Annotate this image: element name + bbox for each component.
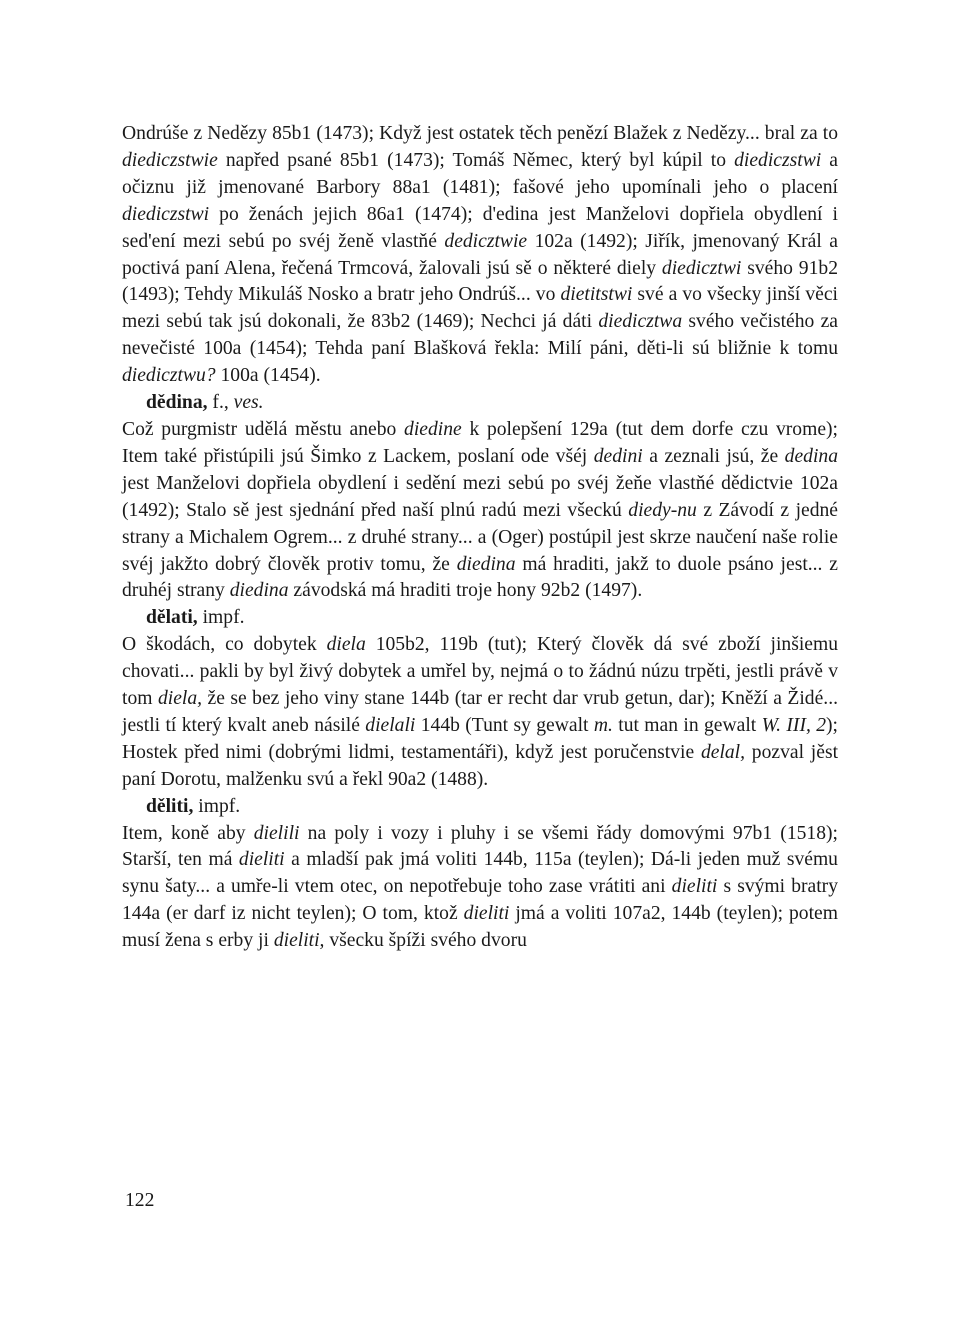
- dictionary-headword-line: [122, 605, 838, 632]
- citation-text: 144b (Tunt sy gewalt: [415, 714, 594, 736]
- dictionary-headword-line: [122, 390, 838, 417]
- page-number: 122: [125, 1190, 155, 1211]
- italic-word-form: dietitstwi: [560, 284, 633, 306]
- grammar-label: f.,: [207, 392, 234, 414]
- citation-text: 105b2, 119b (tut); Který člověk dá své zboží jinšiemu chovati... pakli by byl živý dobytek a umřel by, nejmá o to žádnú núzu trpěti, jestli právě v tom: [122, 634, 838, 710]
- italic-word-form: dielili: [253, 822, 300, 844]
- citation-text: a zeznali jsú, že: [642, 445, 785, 467]
- italic-word-form: diedine: [404, 418, 462, 440]
- italic-word-form: diedicztwi: [661, 257, 742, 279]
- citation-text: Item, koně aby: [122, 822, 254, 844]
- citation-text: a očiznu již jmenované Barbory 88a1 (1481); fašové jeho upomínali jeho o placení: [122, 149, 838, 198]
- italic-word-form: dedicztwie: [444, 230, 528, 252]
- citation-text: k polepšení 129a (tut dem dorfe czu vrome); Item také přistúpili jsú Šimko z Lackem, poslaní ode všéj: [122, 418, 838, 467]
- citation-text: ); Hostek před nimi (dobrými lidmi, testamentáři), když jest poručenstvie: [122, 714, 838, 763]
- italic-word-form: diela: [326, 634, 366, 656]
- grammar-label: impf.: [197, 607, 245, 629]
- citation-text: všecku špíži svého dvoru: [324, 930, 527, 952]
- citation-text: 100a (1454).: [215, 365, 321, 387]
- dictionary-page-body: [122, 121, 838, 955]
- citation-text: že se bez jeho viny stane 144b (tar er recht dar vrub getun, dar); Kněží a Židé... jestli tí který kvalt aneb násilé: [122, 688, 838, 736]
- italic-word-form: diediczstwi: [122, 203, 210, 225]
- citation-text: má hraditi, jakž to duole psáno jest... z druhéj strany: [122, 553, 839, 602]
- italic-word-form: diela,: [157, 688, 203, 710]
- italic-word-form: diedicztwa: [598, 311, 683, 333]
- citation-text: s svými bratry 144a (er darf iz nicht teylen); O tom, ktož: [122, 876, 838, 925]
- citation-text: napřed psané 85b1 (1473); Tomáš Němec, který byl kúpil to: [217, 149, 735, 171]
- citation-text: jmá a voliti 107a2, 144b (teylen); potem musí žena s erby ji: [122, 903, 838, 952]
- headword: děliti,: [146, 795, 194, 817]
- citation-text: z Závodí z jedné strany a Michalem Ogrem... z druhé strany... a (Oger) postúpil jest skrze naučení naše rolie svéj jakžto dobrý člověk protiv tomu, že: [122, 499, 838, 575]
- headword: dělati,: [146, 607, 198, 629]
- italic-word-form: W. III, 2: [761, 714, 827, 736]
- citation-text: O škodách, co dobytek: [122, 634, 327, 656]
- italic-word-form: dedina: [784, 445, 838, 467]
- gloss: ves.: [233, 392, 264, 414]
- citation-text: své a vo všecky jinší věci mezi sebú tak jsú dokonali, že 83b2 (1469); Nechci já dáti: [122, 284, 838, 333]
- italic-word-form: dieliti,: [273, 930, 325, 952]
- italic-word-form: diediczstwie: [122, 149, 218, 171]
- italic-word-form: dielali: [365, 714, 416, 736]
- italic-word-form: diedy-nu: [628, 499, 697, 521]
- italic-word-form: delal,: [700, 741, 746, 763]
- citation-text: svého večistého za nevečisté 100a (1454); Tehda paní Blašková řekla: Milí páni, děti-li sú bližnie k tomu: [122, 311, 838, 360]
- citation-text: na poly i vozy i pluhy i se všemi řády domovými 97b1 (1518); Starší, ten má: [122, 822, 838, 871]
- citation-text: závodská má hraditi troje hony 92b2 (1497).: [288, 580, 643, 602]
- citation-paragraph: [122, 417, 838, 605]
- italic-word-form: dedini: [593, 445, 643, 467]
- italic-word-form: dieliti: [671, 876, 718, 898]
- italic-word-form: dieliti: [238, 849, 285, 871]
- italic-word-form: diedicztwu?: [122, 365, 216, 387]
- citation-text: tut man in gewalt: [612, 714, 762, 736]
- citation-text: 102a (1492); Jiřík, jmenovaný Král a poctivá paní Alena, řečená Trmcová, žalovali jsú sě o některé diely: [122, 230, 838, 279]
- italic-word-form: diedina: [229, 580, 289, 602]
- italic-word-form: diedina: [456, 553, 516, 575]
- citation-paragraph: [122, 121, 838, 390]
- citation-paragraph: [122, 632, 838, 793]
- citation-text: Což purgmistr udělá městu anebo: [122, 418, 405, 440]
- italic-word-form: diediczstwi: [734, 149, 822, 171]
- citation-text: jest Manželovi dopřiela obydlení i sedění mezi sebú po svéj žeňe vlastňé dědictvie 102a (1492); Stalo sě jest sjednání před naší plnú radú mezi všeckú: [122, 472, 838, 521]
- citation-text: pozval jěst paní Dorotu, malženku svú a řekl 90a2 (1488).: [122, 741, 839, 790]
- italic-word-form: m.: [593, 714, 613, 736]
- citation-text: Ondrúše z Nedězy 85b1 (1473); Když jest ostatek těch penězí Blažek z Nedězy... bral za to: [122, 123, 838, 144]
- dictionary-headword-line: [122, 794, 838, 821]
- citation-text: a mladší pak jmá voliti 144b, 115a (teylen); Dá-li jeden muž svému synu šaty... a umře-li vtem otec, on nepotřebuje toho zase vrátiti ani: [122, 849, 838, 898]
- citation-text: po ženách jejich 86a1 (1474); d'edina jest Manželovi dopřiela obydlení i sed'ení mezi sebú po svéj ženě vlastňé: [122, 203, 838, 252]
- citation-paragraph: [122, 821, 838, 956]
- italic-word-form: dieliti: [463, 903, 510, 925]
- grammar-label: impf.: [193, 795, 241, 817]
- headword: dědina,: [146, 392, 208, 414]
- citation-text: svého 91b2 (1493); Tehdy Mikuláš Nosko a bratr jeho Ondrúš... vo: [122, 257, 838, 306]
